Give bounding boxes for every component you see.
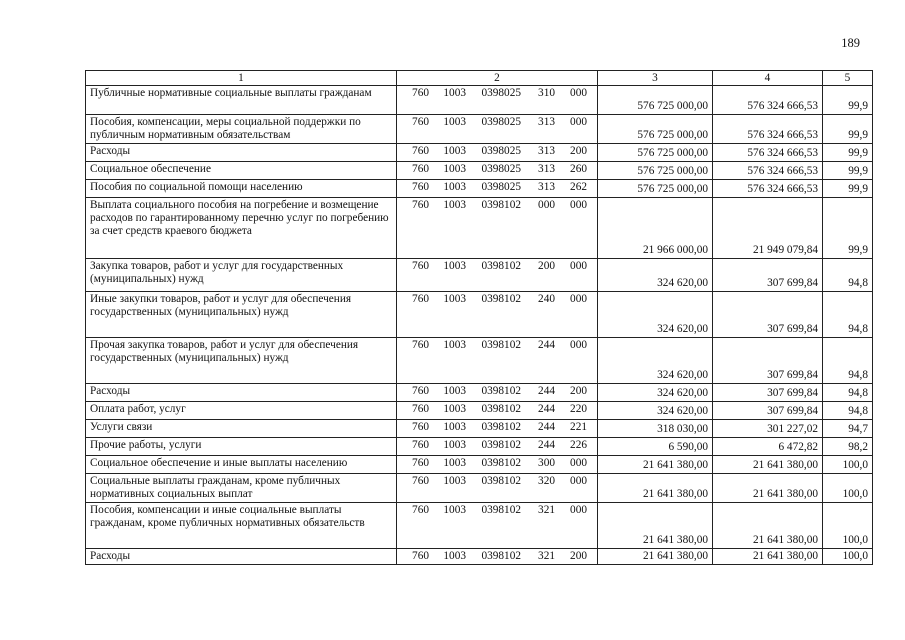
executed-amount: 307 699,84	[713, 292, 823, 338]
kosgu-code: 200	[570, 550, 587, 562]
kosgu-code: 000	[570, 87, 587, 99]
planned-amount: 324 620,00	[598, 402, 713, 420]
kosgu-code: 000	[570, 457, 587, 469]
codes-group	[397, 385, 597, 398]
table-row	[86, 338, 873, 384]
codes-group	[397, 87, 597, 100]
type-code: 000	[538, 199, 555, 211]
kosgu-code: 226	[570, 439, 587, 451]
row-codes	[397, 115, 598, 144]
execution-percent: 94,8	[823, 402, 873, 420]
table-row	[86, 144, 873, 162]
ministry-code: 760	[412, 87, 429, 99]
kosgu-code: 000	[570, 339, 587, 351]
execution-percent: 99,9	[823, 144, 873, 162]
table-row	[86, 86, 873, 115]
table-row	[86, 503, 873, 549]
target-code: 0398102	[481, 475, 521, 487]
executed-amount: 576 324 666,53	[713, 115, 823, 144]
target-code: 0398025	[481, 116, 521, 128]
row-name: Пособия, компенсации, меры социальной поддержки по публичным нормативным обязательствам	[86, 115, 397, 144]
section-code: 1003	[443, 87, 466, 99]
codes-group	[397, 475, 597, 488]
executed-amount: 21 641 380,00	[713, 503, 823, 549]
codes-group	[397, 199, 597, 212]
row-name: Социальное обеспечение	[86, 162, 397, 180]
row-name: Расходы	[86, 384, 397, 402]
planned-amount: 324 620,00	[598, 292, 713, 338]
planned-amount: 318 030,00	[598, 420, 713, 438]
planned-amount: 324 620,00	[598, 338, 713, 384]
table-row	[86, 115, 873, 144]
section-code: 1003	[443, 181, 466, 193]
planned-amount: 21 966 000,00	[598, 198, 713, 259]
codes-group	[397, 421, 597, 434]
type-code: 320	[538, 475, 555, 487]
row-name: Расходы	[86, 144, 397, 162]
executed-amount: 307 699,84	[713, 338, 823, 384]
codes-group	[397, 504, 597, 517]
section-code: 1003	[443, 145, 466, 157]
table-row	[86, 456, 873, 474]
kosgu-code: 000	[570, 293, 587, 305]
section-code: 1003	[443, 116, 466, 128]
codes-group	[397, 181, 597, 194]
execution-percent: 94,8	[823, 259, 873, 292]
execution-percent: 99,9	[823, 86, 873, 115]
table-row	[86, 438, 873, 456]
section-code: 1003	[443, 385, 466, 397]
type-code: 300	[538, 457, 555, 469]
type-code: 313	[538, 116, 555, 128]
execution-percent: 100,0	[823, 503, 873, 549]
type-code: 313	[538, 145, 555, 157]
ministry-code: 760	[412, 439, 429, 451]
table-row	[86, 420, 873, 438]
budget-table	[85, 70, 873, 565]
executed-amount: 307 699,84	[713, 259, 823, 292]
header-cell-1: 1	[86, 71, 397, 86]
kosgu-code: 200	[570, 385, 587, 397]
kosgu-code: 000	[570, 260, 587, 272]
ministry-code: 760	[412, 475, 429, 487]
row-codes	[397, 144, 598, 162]
planned-amount: 576 725 000,00	[598, 86, 713, 115]
target-code: 0398102	[481, 550, 521, 562]
row-name: Расходы	[86, 549, 397, 565]
kosgu-code: 221	[570, 421, 587, 433]
row-name: Иные закупки товаров, работ и услуг для обеспечения государственных (муниципальных) нужд	[86, 292, 397, 338]
row-name: Публичные нормативные социальные выплаты гражданам	[86, 86, 397, 115]
row-codes	[397, 180, 598, 198]
execution-percent: 94,8	[823, 292, 873, 338]
kosgu-code: 000	[570, 475, 587, 487]
target-code: 0398102	[481, 421, 521, 433]
target-code: 0398102	[481, 199, 521, 211]
row-name: Выплата социального пособия на погребение и возмещение расходов по гарантированному перечню услуг по погребению за счет средств краевого бюджета	[86, 198, 397, 259]
executed-amount: 21 641 380,00	[713, 456, 823, 474]
ministry-code: 760	[412, 504, 429, 516]
planned-amount: 576 725 000,00	[598, 144, 713, 162]
execution-percent: 94,8	[823, 384, 873, 402]
section-code: 1003	[443, 339, 466, 351]
executed-amount: 576 324 666,53	[713, 86, 823, 115]
row-codes	[397, 259, 598, 292]
target-code: 0398102	[481, 403, 521, 415]
executed-amount: 576 324 666,53	[713, 180, 823, 198]
table-header-row	[86, 71, 873, 86]
type-code: 244	[538, 339, 555, 351]
row-codes	[397, 420, 598, 438]
row-name: Прочая закупка товаров, работ и услуг для обеспечения государственных (муниципальных) нужд	[86, 338, 397, 384]
planned-amount: 21 641 380,00	[598, 474, 713, 503]
codes-group	[397, 550, 597, 563]
section-code: 1003	[443, 504, 466, 516]
table-row	[86, 198, 873, 259]
execution-percent: 100,0	[823, 474, 873, 503]
row-codes	[397, 86, 598, 115]
row-codes	[397, 474, 598, 503]
ministry-code: 760	[412, 163, 429, 175]
planned-amount: 21 641 380,00	[598, 456, 713, 474]
codes-group	[397, 293, 597, 306]
ministry-code: 760	[412, 260, 429, 272]
codes-group	[397, 339, 597, 352]
type-code: 244	[538, 385, 555, 397]
row-name: Социальные выплаты гражданам, кроме публичных нормативных социальных выплат	[86, 474, 397, 503]
section-code: 1003	[443, 163, 466, 175]
type-code: 244	[538, 403, 555, 415]
target-code: 0398102	[481, 439, 521, 451]
planned-amount: 324 620,00	[598, 384, 713, 402]
ministry-code: 760	[412, 457, 429, 469]
row-name: Пособия по социальной помощи населению	[86, 180, 397, 198]
planned-amount: 21 641 380,00	[598, 503, 713, 549]
row-codes	[397, 198, 598, 259]
ministry-code: 760	[412, 199, 429, 211]
type-code: 310	[538, 87, 555, 99]
header-cell-3: 3	[598, 71, 713, 86]
section-code: 1003	[443, 550, 466, 562]
ministry-code: 760	[412, 181, 429, 193]
ministry-code: 760	[412, 550, 429, 562]
execution-percent: 94,8	[823, 338, 873, 384]
executed-amount: 576 324 666,53	[713, 144, 823, 162]
row-codes	[397, 456, 598, 474]
row-name: Услуги связи	[86, 420, 397, 438]
kosgu-code: 260	[570, 163, 587, 175]
target-code: 0398102	[481, 457, 521, 469]
row-name: Пособия, компенсации и иные социальные выплаты гражданам, кроме публичных нормативных обязательств	[86, 503, 397, 549]
section-code: 1003	[443, 475, 466, 487]
target-code: 0398102	[481, 339, 521, 351]
budget-table-body	[86, 71, 873, 565]
executed-amount: 6 472,82	[713, 438, 823, 456]
executed-amount: 21 641 380,00	[713, 474, 823, 503]
executed-amount: 21 641 380,00	[713, 549, 823, 565]
target-code: 0398025	[481, 145, 521, 157]
type-code: 244	[538, 421, 555, 433]
row-codes	[397, 338, 598, 384]
kosgu-code: 200	[570, 145, 587, 157]
section-code: 1003	[443, 457, 466, 469]
target-code: 0398025	[481, 87, 521, 99]
table-row	[86, 549, 873, 565]
type-code: 321	[538, 550, 555, 562]
kosgu-code: 000	[570, 504, 587, 516]
execution-percent: 99,9	[823, 180, 873, 198]
section-code: 1003	[443, 403, 466, 415]
executed-amount: 21 949 079,84	[713, 198, 823, 259]
row-codes	[397, 438, 598, 456]
target-code: 0398102	[481, 504, 521, 516]
execution-percent: 100,0	[823, 549, 873, 565]
type-code: 313	[538, 181, 555, 193]
codes-group	[397, 260, 597, 273]
row-name: Прочие работы, услуги	[86, 438, 397, 456]
type-code: 200	[538, 260, 555, 272]
header-cell-5: 5	[823, 71, 873, 86]
row-codes	[397, 384, 598, 402]
ministry-code: 760	[412, 421, 429, 433]
target-code: 0398102	[481, 385, 521, 397]
execution-percent: 100,0	[823, 456, 873, 474]
table-row	[86, 162, 873, 180]
planned-amount: 576 725 000,00	[598, 115, 713, 144]
table-row	[86, 402, 873, 420]
executed-amount: 301 227,02	[713, 420, 823, 438]
table-row	[86, 292, 873, 338]
table-row	[86, 384, 873, 402]
row-codes	[397, 549, 598, 565]
target-code: 0398102	[481, 260, 521, 272]
type-code: 244	[538, 439, 555, 451]
planned-amount: 576 725 000,00	[598, 162, 713, 180]
type-code: 240	[538, 293, 555, 305]
codes-group	[397, 439, 597, 452]
table-row	[86, 180, 873, 198]
execution-percent: 99,9	[823, 115, 873, 144]
planned-amount: 576 725 000,00	[598, 180, 713, 198]
ministry-code: 760	[412, 116, 429, 128]
target-code: 0398025	[481, 181, 521, 193]
execution-percent: 99,9	[823, 162, 873, 180]
ministry-code: 760	[412, 403, 429, 415]
ministry-code: 760	[412, 385, 429, 397]
row-codes	[397, 162, 598, 180]
execution-percent: 99,9	[823, 198, 873, 259]
header-cell-4: 4	[713, 71, 823, 86]
ministry-code: 760	[412, 293, 429, 305]
table-row	[86, 259, 873, 292]
row-name: Оплата работ, услуг	[86, 402, 397, 420]
planned-amount: 21 641 380,00	[598, 549, 713, 565]
row-codes	[397, 402, 598, 420]
kosgu-code: 000	[570, 116, 587, 128]
codes-group	[397, 403, 597, 416]
table-row	[86, 474, 873, 503]
target-code: 0398025	[481, 163, 521, 175]
type-code: 313	[538, 163, 555, 175]
section-code: 1003	[443, 199, 466, 211]
page-number: 189	[841, 36, 860, 50]
codes-group	[397, 457, 597, 470]
header-cell-2: 2	[397, 71, 598, 86]
codes-group	[397, 145, 597, 158]
executed-amount: 576 324 666,53	[713, 162, 823, 180]
row-name: Закупка товаров, работ и услуг для государственных (муниципальных) нужд	[86, 259, 397, 292]
section-code: 1003	[443, 439, 466, 451]
executed-amount: 307 699,84	[713, 384, 823, 402]
codes-group	[397, 163, 597, 176]
section-code: 1003	[443, 293, 466, 305]
section-code: 1003	[443, 421, 466, 433]
planned-amount: 324 620,00	[598, 259, 713, 292]
execution-percent: 98,2	[823, 438, 873, 456]
section-code: 1003	[443, 260, 466, 272]
row-name: Социальное обеспечение и иные выплаты населению	[86, 456, 397, 474]
kosgu-code: 000	[570, 199, 587, 211]
target-code: 0398102	[481, 293, 521, 305]
execution-percent: 94,7	[823, 420, 873, 438]
codes-group	[397, 116, 597, 129]
row-codes	[397, 503, 598, 549]
executed-amount: 307 699,84	[713, 402, 823, 420]
kosgu-code: 262	[570, 181, 587, 193]
ministry-code: 760	[412, 339, 429, 351]
ministry-code: 760	[412, 145, 429, 157]
planned-amount: 6 590,00	[598, 438, 713, 456]
row-codes	[397, 292, 598, 338]
type-code: 321	[538, 504, 555, 516]
kosgu-code: 220	[570, 403, 587, 415]
